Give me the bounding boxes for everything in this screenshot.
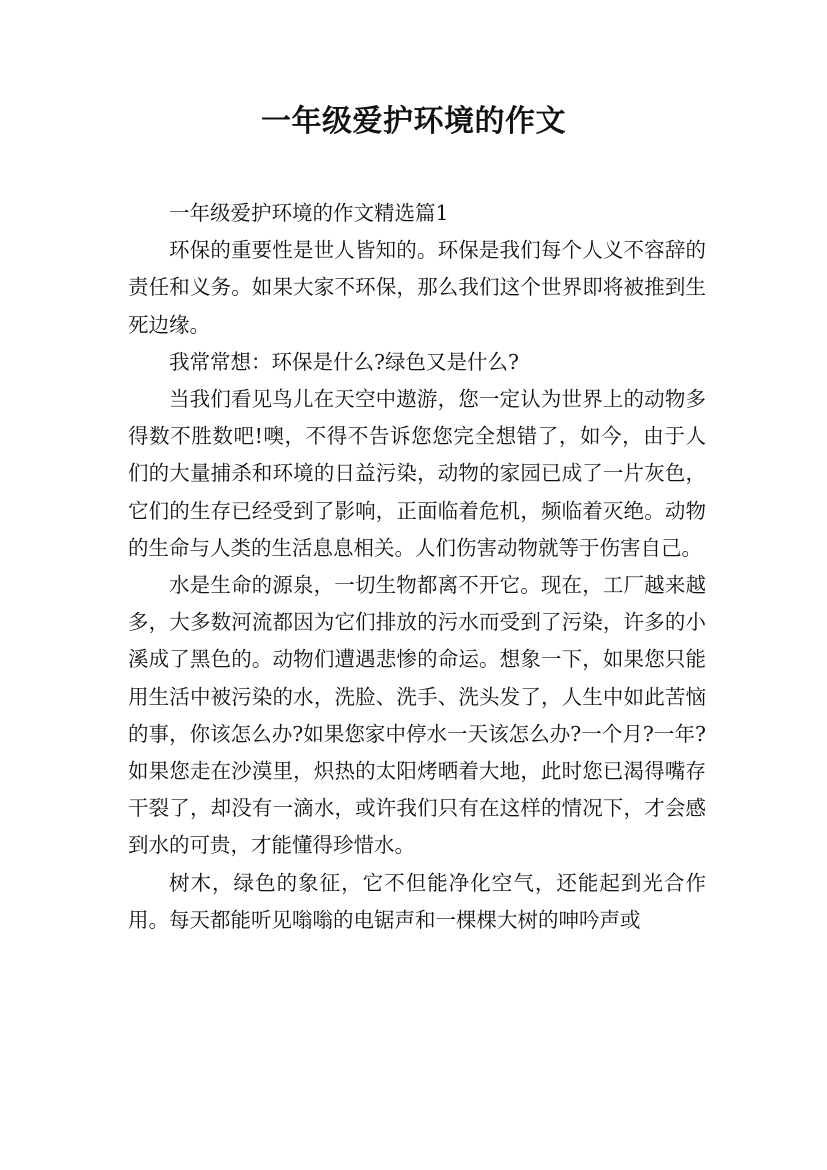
document-title: 一年级爱护环境的作文 [261, 104, 566, 139]
paragraph: 水是生命的源泉，一切生物都离不开它。现在，工厂越来越多，大多数河流都因为它们排放的污水而受到了污染，许多的小溪成了黑色的。动物们遭遇悲惨的命运。想象一下，如果您只能用生活中被污染的水，洗脸、洗手、洗头发了，人生中如此苦恼的事，你该怎么办?如果您家中停水一天该怎么办?一个月?一年?如果您走在沙漠里，炽热的太阳烤晒着大地，此时您已渴得嘴存干裂了，却没有一滴水，或许我们只有在这样的情况下，才会感到水的可贵，才能懂得珍惜水。 [128, 573, 706, 858]
paragraph: 当我们看见鸟儿在天空中遨游，您一定认为世界上的动物多得数不胜数吧!噢，不得不告诉您您完全想错了，如今，由于人们的大量捕杀和环境的日益污染，动物的家园已成了一片灰色，它们的生存已经受到了影响，正面临着危机，频临着灭绝。动物的生命与人类的生活息息相关。人们伤害动物就等于伤害自己。 [128, 387, 706, 560]
paragraph: 我常常想：环保是什么?绿色又是什么? [169, 349, 519, 374]
paragraph: 环保的重要性是世人皆知的。环保是我们每个人义不容辞的责任和义务。如果大家不环保，那么我们这个世界即将被推到生死边缘。 [128, 238, 706, 337]
paragraph: 树木，绿色的象征，它不但能净化空气，还能起到光合作用。每天都能听见嗡嗡的电锯声和一棵棵大树的呻吟声或 [128, 870, 706, 932]
section-heading: 一年级爱护环境的作文精选篇1 [169, 201, 449, 225]
document-body [128, 195, 706, 939]
